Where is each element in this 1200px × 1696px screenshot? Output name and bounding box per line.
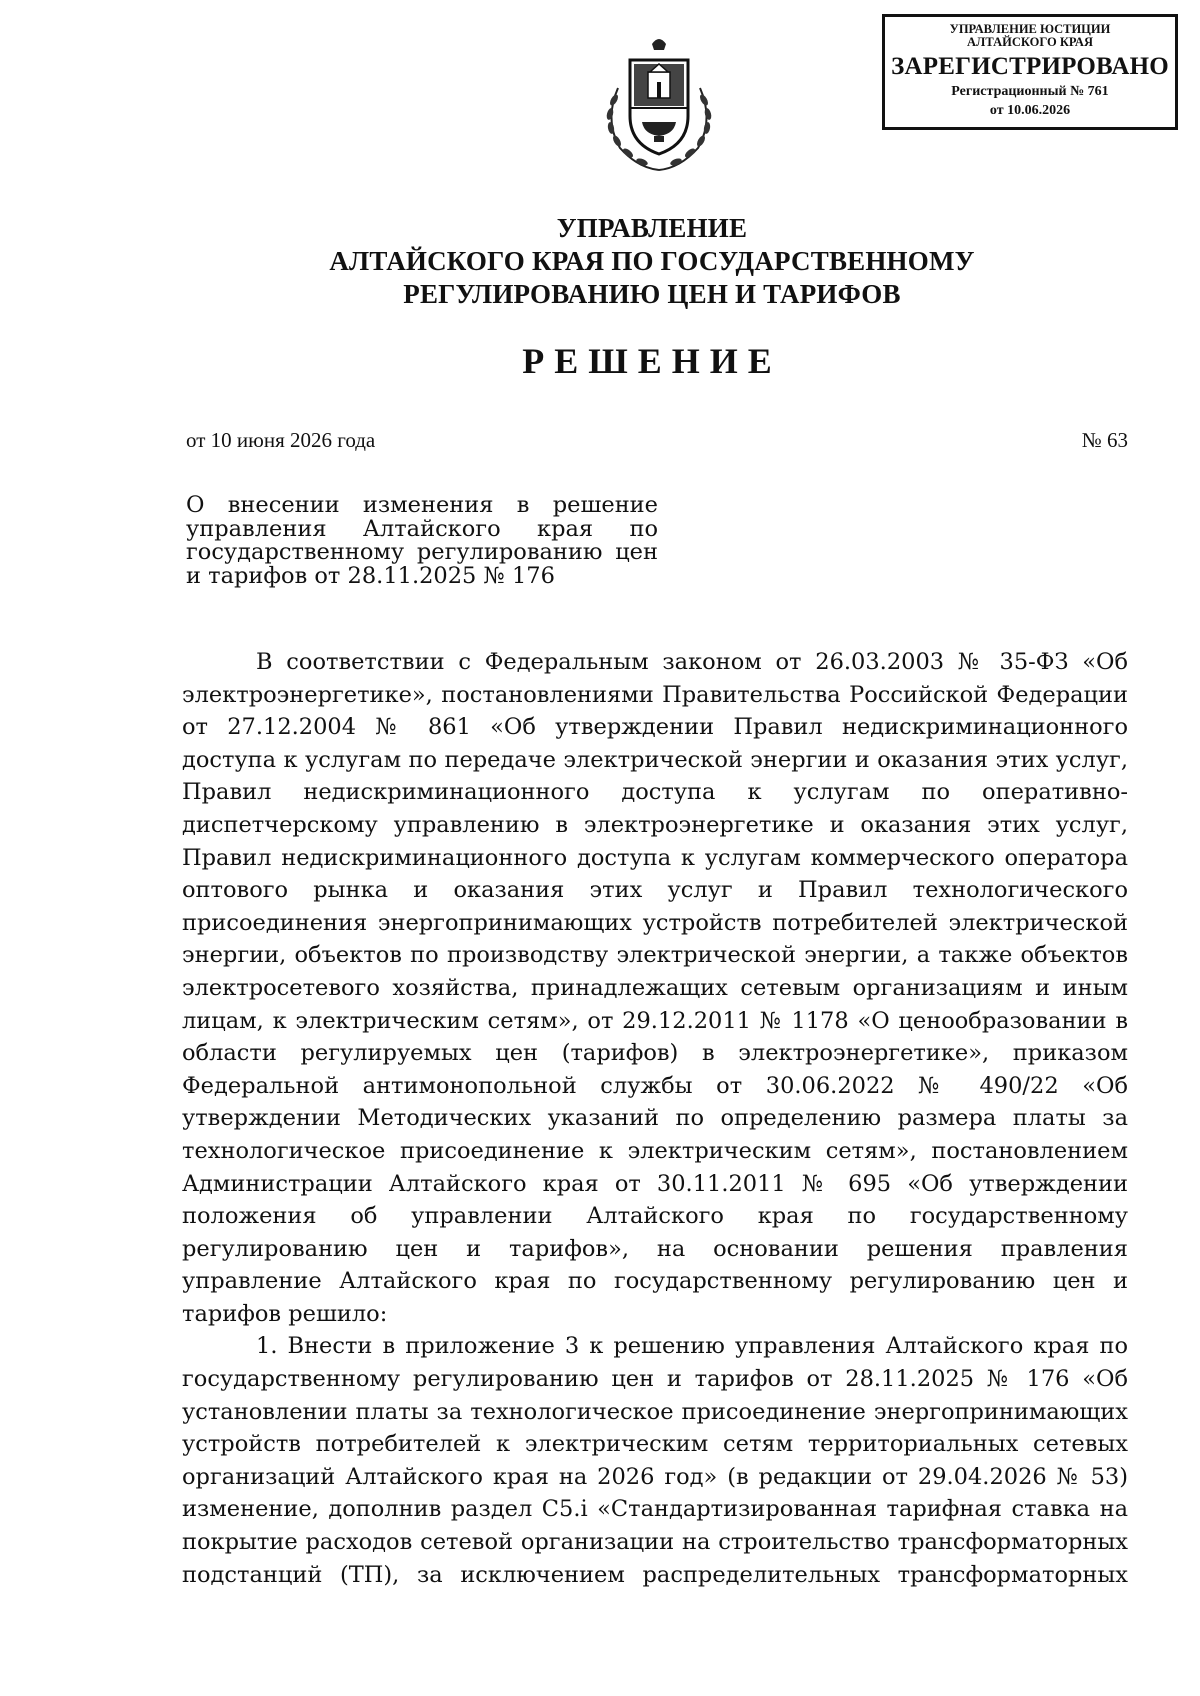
- registration-stamp: [882, 14, 1178, 130]
- issuer-line1: УПРАВЛЕНИЕ: [556, 213, 748, 243]
- stamp-agency-line1: УПРАВЛЕНИЕ ЮСТИЦИИ: [949, 22, 1111, 36]
- issuer-header: [160, 212, 1144, 311]
- stamp-agency: [885, 23, 1175, 49]
- body-paragraph-2: 1. Внести в приложение 3 к решению управления Алтайского края по государственному регулированию цен и тарифов от 28.11.2025 № 176 «Об установлении платы за технологическое присоединение энергопринимающих устройств потребителей к электрическим сетям территориальных сетевых организаций Алтайского края на 2026 год» (в редакции от 29.04.2026 № 53) изменение, дополнив раздел С5.i «Стандартизированная тарифная ставка на покрытие расходов сетевой организации на строительство трансформаторных подстанций (ТП), за исключением распределительных трансформаторных: [182, 1333, 1128, 1588]
- altai-krai-coat-of-arms-icon: [590, 30, 728, 180]
- stamp-agency-line2: АЛТАЙСКОГО КРАЯ: [967, 35, 1093, 49]
- issuer-line3: РЕГУЛИРОВАНИЮ ЦЕН И ТАРИФОВ: [403, 279, 901, 309]
- stamp-reg-date: от 10.06.2026: [989, 103, 1071, 118]
- stamp-title: ЗАРЕГИСТРИРОВАНО: [891, 53, 1169, 80]
- document-body: [182, 646, 1128, 1591]
- document-type: РЕШЕНИЕ: [522, 341, 782, 381]
- stamp-reg-number: Регистрационный № 761: [951, 84, 1109, 99]
- body-paragraph-1: В соответствии с Федеральным законом от 26.03.2003 № 35-ФЗ «Об электроэнергетике», постановлениями Правительства Российской Федерации от 27.12.2004 № 861 «Об утверждении Правил недискриминационного доступа к услугам по передаче электрической энергии и оказания этих услуг, Правил недискриминационного доступа к услугам по оперативно-диспетчерскому управлению в электроэнергетике и оказания этих услуг, Правил недискриминационного доступа к услугам коммерческого оператора оптового рынка и оказания этих услуг и Правил технологического присоединения энергопринимающих устройств потребителей электрической энергии, объектов по производству электрической энергии, а также объектов электросетевого хозяйства, принадлежащих сетевым организациям и иным лицам, к электрическим сетям», от 29.12.2011 № 1178 «О ценообразовании в области регулируемых цен (тарифов) в электроэнергетике», приказом Федеральной антимонопольной службы от 30.06.2022 № 490/22 «Об утверждении Методических указаний по определению размера платы за технологическое присоединение к электрическим сетям», постановлением Администрации Алтайского края от 30.11.2011 № 695 «Об утверждении положения об управлении Алтайского края по государственному регулированию цен и тарифов», на основании решения правления управление Алтайского края по государственному регулированию цен и тарифов решило:: [182, 649, 1128, 1327]
- date-number-line: [186, 428, 1128, 453]
- issuer-line2: АЛТАЙСКОГО КРАЯ ПО ГОСУДАРСТВЕННОМУ: [329, 246, 975, 276]
- document-subject: О внесении изменения в решение управления Алтайского края по государственному регулированию цен и тарифов от 28.11.2025 № 176: [186, 492, 658, 589]
- document-number: № 63: [1081, 428, 1128, 452]
- document-date: от 10 июня 2026 года: [186, 428, 376, 452]
